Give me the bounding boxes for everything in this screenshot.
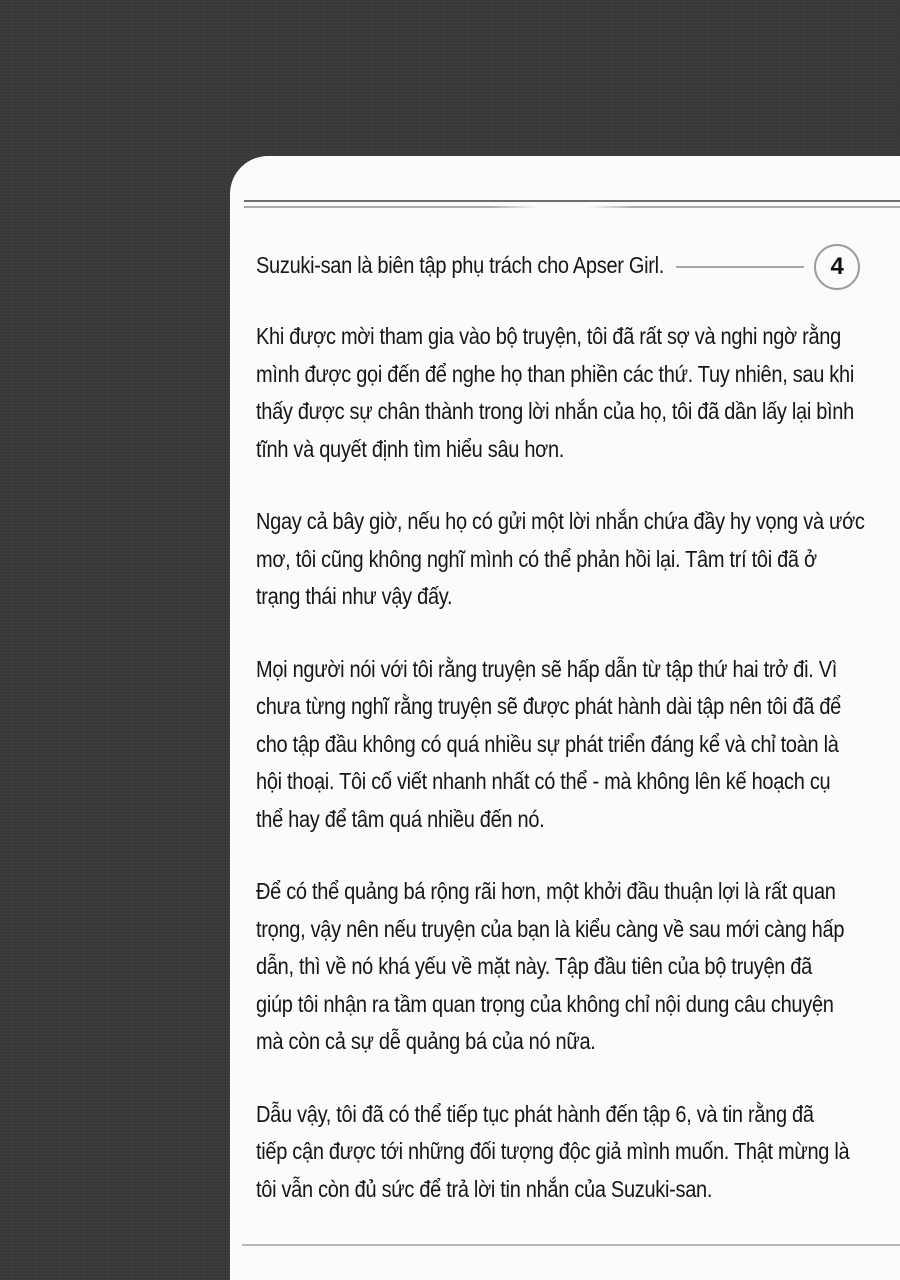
paragraph [256, 1097, 860, 1210]
text-line: tiếp cận được tới những đối tượng độc giả mình muốn. Thật mừng là [256, 1139, 850, 1165]
top-rule-light-line [244, 206, 900, 208]
text-line: Ngay cả bây giờ, nếu họ có gửi một lời nhắn chứa đầy hy vọng và ước [256, 509, 865, 535]
text-line: chưa từng nghĩ rằng truyện sẽ được phát hành dài tập nên tôi đã để [256, 694, 842, 720]
text-line: giúp tôi nhận ra tầm quan trọng của không chỉ nội dung câu chuyện [256, 991, 834, 1018]
text-line: trạng thái như vậy đấy. [256, 584, 453, 610]
afterword-paragraphs [256, 319, 865, 1209]
top-double-rule [244, 200, 900, 208]
text-line: mà còn cả sự dễ quảng bá của nó nữa. [256, 1029, 596, 1055]
text-line: Khi được mời tham gia vào bộ truyện, tôi đã rất sợ và nghi ngờ rằng [256, 324, 841, 350]
text-line: thể hay để tâm quá nhiều đến nó. [256, 806, 545, 833]
afterword-page [230, 156, 900, 1280]
bottom-rule [242, 1244, 900, 1246]
paragraph [256, 319, 860, 469]
paragraph [256, 504, 865, 617]
text-line: thấy được sự chân thành trong lời nhắn của họ, tôi đã dần lấy lại bình [256, 399, 854, 425]
connector-line [676, 266, 804, 268]
header-text: Suzuki-san là biên tập phụ trách cho Apser Girl. [256, 253, 665, 279]
text-line: cho tập đầu không có quá nhiều sự phát triển đáng kể và chỉ toàn là [256, 731, 839, 758]
text-line: hội thoại. Tôi cố viết nhanh nhất có thể - mà không lên kế hoạch cụ [256, 769, 831, 795]
page-number: 4 [830, 253, 844, 281]
text-line: dẫn, thì về nó khá yếu về mặt này. Tập đầu tiên của bộ truyện đã [256, 954, 812, 980]
header-row [256, 248, 860, 286]
text-line: Để có thể quảng bá rộng rãi hơn, một khởi đầu thuận lợi là rất quan [256, 879, 836, 905]
paragraph [256, 652, 860, 840]
top-rule-dark-line [244, 200, 900, 202]
text-line: mình được gọi đến để nghe họ than phiền các thứ. Tuy nhiên, sau khi [256, 361, 854, 388]
text-line: tĩnh và quyết định tìm hiểu sâu hơn. [256, 436, 565, 463]
text-line: Mọi người nói với tôi rằng truyện sẽ hấp dẫn từ tập thứ hai trở đi. Vì [256, 656, 838, 683]
afterword-content [256, 248, 865, 1244]
text-line: trọng, vậy nên nếu truyện của bạn là kiểu càng về sau mới càng hấp [256, 916, 845, 943]
text-line: Dẫu vậy, tôi đã có thể tiếp tục phát hành đến tập 6, và tin rằng đã [256, 1101, 814, 1128]
paragraph [256, 874, 860, 1062]
text-line: tôi vẫn còn đủ sức để trả lời tin nhắn của Suzuki-san. [256, 1176, 713, 1203]
page-number-badge [814, 244, 860, 290]
text-line: mơ, tôi cũng không nghĩ mình có thể phản hồi lại. Tâm trí tôi đã ở [256, 546, 817, 573]
